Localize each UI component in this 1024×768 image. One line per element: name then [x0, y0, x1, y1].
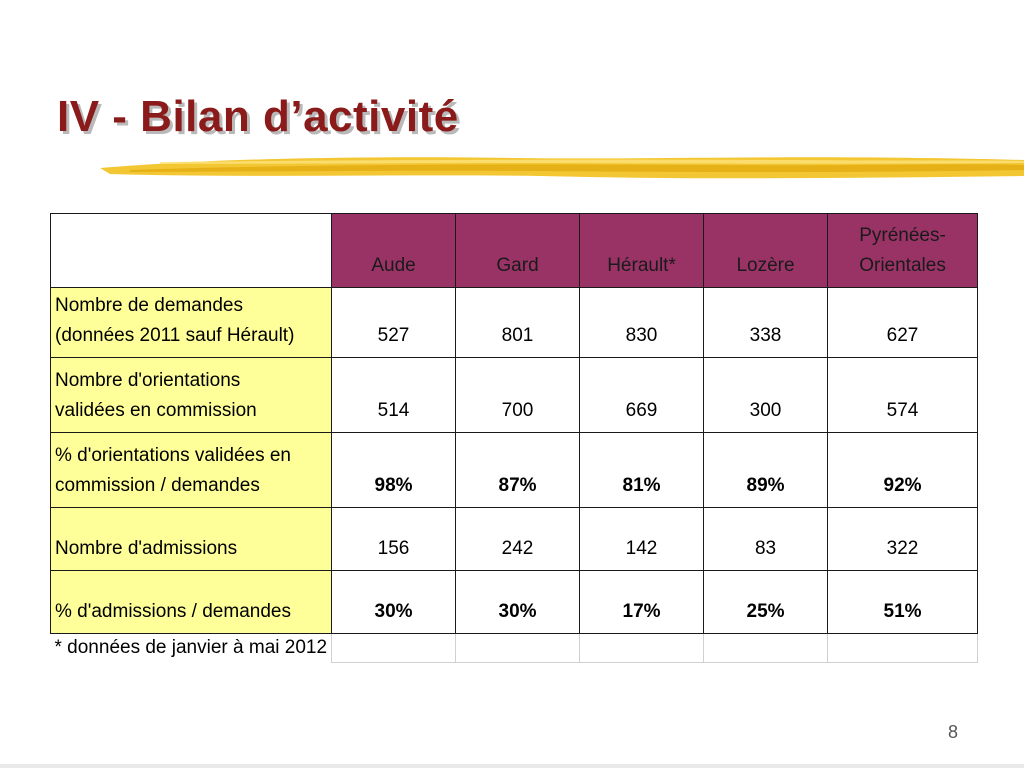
- row-label-text: validées en commission: [55, 400, 257, 421]
- empty-cell: [828, 634, 978, 663]
- table-cell: 142: [580, 508, 704, 571]
- row-label: [51, 508, 332, 571]
- page-number: 8: [947, 722, 958, 742]
- activity-table: [50, 213, 978, 663]
- table-row: [51, 288, 978, 358]
- table-cell: 89%: [704, 433, 828, 508]
- column-header: [456, 214, 580, 288]
- column-header: [704, 214, 828, 288]
- empty-cell: [580, 634, 704, 663]
- column-header-text: Gard: [496, 255, 539, 276]
- table-cell: 25%: [704, 571, 828, 634]
- row-label-text: % d'admissions / demandes: [55, 601, 291, 622]
- table-cell: 300: [704, 358, 828, 433]
- column-header: [828, 214, 978, 288]
- table-cell: 30%: [332, 571, 456, 634]
- table-cell: 574: [828, 358, 978, 433]
- table-cell: 669: [580, 358, 704, 433]
- column-header-text: Orientales: [859, 255, 946, 276]
- table-cell: 627: [828, 288, 978, 358]
- table-cell: 700: [456, 358, 580, 433]
- row-label-text: Nombre de demandes: [55, 295, 243, 316]
- table-cell: 30%: [456, 571, 580, 634]
- empty-cell: [332, 634, 456, 663]
- table-row: [51, 508, 978, 571]
- row-label: [51, 358, 332, 433]
- row-label-text: Nombre d'orientations: [55, 370, 241, 391]
- bottom-divider: [0, 764, 1024, 768]
- table-cell: 527: [332, 288, 456, 358]
- table-cell: 156: [332, 508, 456, 571]
- table-cell: 322: [828, 508, 978, 571]
- table-cell: 92%: [828, 433, 978, 508]
- table-cell: 51%: [828, 571, 978, 634]
- slide-title: IV - Bilan d’activité: [57, 92, 459, 141]
- empty-cell: [704, 634, 828, 663]
- column-header-text: Hérault*: [607, 255, 676, 276]
- row-label-text: Nombre d'admissions: [55, 538, 238, 559]
- column-header-text: Aude: [371, 255, 416, 276]
- column-header: [580, 214, 704, 288]
- row-label: [51, 571, 332, 634]
- footnote: * données de janvier à mai 2012: [51, 634, 332, 663]
- table-cell: 98%: [332, 433, 456, 508]
- table-cell: 83: [704, 508, 828, 571]
- table-row: [51, 433, 978, 508]
- column-header-text: Lozère: [736, 255, 795, 276]
- table-cell: 801: [456, 288, 580, 358]
- table-row: [51, 571, 978, 634]
- decorative-brush-stroke: [100, 148, 1024, 188]
- table-cell: 830: [580, 288, 704, 358]
- table-corner-cell: [51, 214, 332, 288]
- table-cell: 514: [332, 358, 456, 433]
- table-header-row: [51, 214, 978, 288]
- row-label-text: % d'orientations validées en: [55, 445, 291, 466]
- column-header: [332, 214, 456, 288]
- row-label-text: (données 2011 sauf Hérault): [55, 325, 295, 346]
- table-cell: 338: [704, 288, 828, 358]
- table-cell: 81%: [580, 433, 704, 508]
- column-header-text: Pyrénées-: [859, 225, 946, 246]
- table-cell: 242: [456, 508, 580, 571]
- row-label: [51, 288, 332, 358]
- row-label-text: commission / demandes: [55, 475, 260, 496]
- footnote-row: [51, 634, 978, 663]
- table-cell: 17%: [580, 571, 704, 634]
- table-cell: 87%: [456, 433, 580, 508]
- row-label: [51, 433, 332, 508]
- table-row: [51, 358, 978, 433]
- empty-cell: [456, 634, 580, 663]
